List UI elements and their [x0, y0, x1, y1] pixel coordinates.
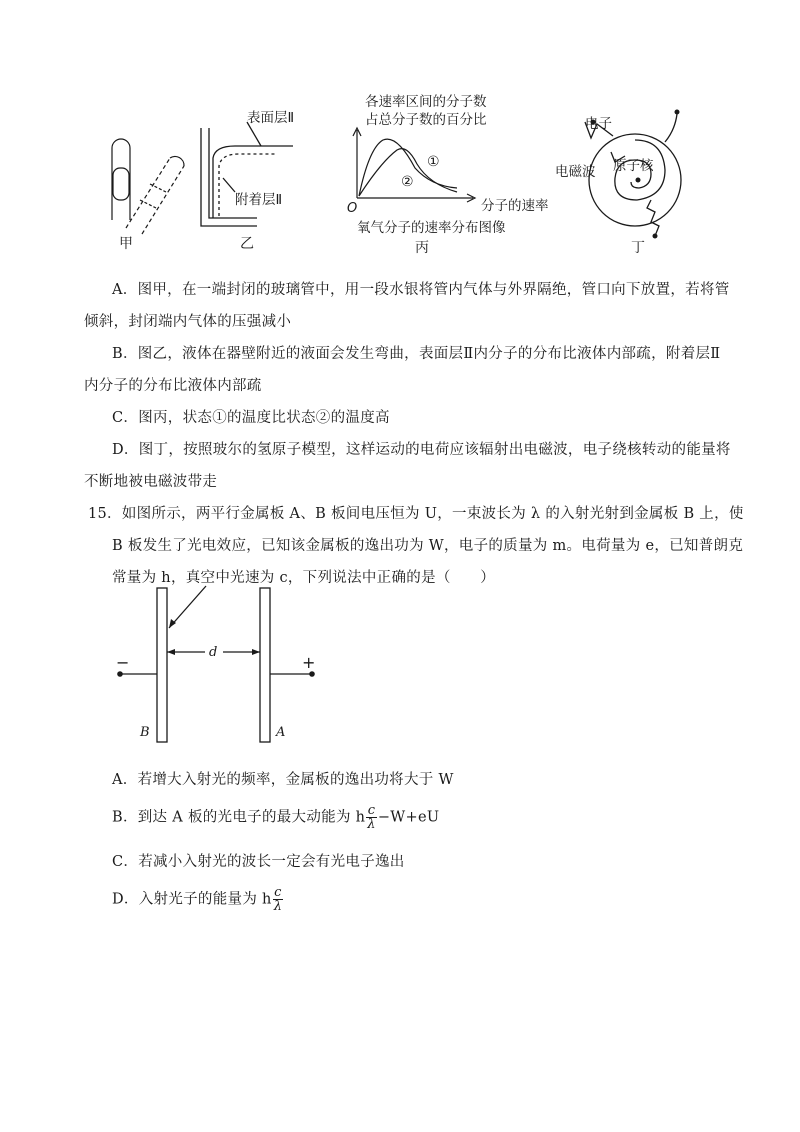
- bing-curve2-label: ②: [401, 174, 414, 190]
- plate-b: [157, 588, 167, 742]
- q14-option-b-line2: 内分子的分布比液体内部疏: [84, 378, 262, 394]
- q14-option-d-line2: 不断地被电磁波带走: [84, 474, 218, 490]
- q14-option-b-line1: B．图乙，液体在器壁附近的液面会发生弯曲，表面层Ⅱ内分子的分布比液体内部疏，附着层Ⅱ: [112, 346, 721, 362]
- figure-jia: [100, 130, 200, 255]
- figure-bing: [345, 88, 565, 258]
- fraction-numerator: c: [367, 803, 376, 818]
- plate-b-label: B: [140, 725, 150, 740]
- caption-yi: 乙: [240, 236, 254, 252]
- caption-jia: 甲: [119, 236, 133, 252]
- q15-stem-line1: 15．如图所示，两平行金属板 A、B 板间电压恒为 U，一束波长为 λ 的入射光射到金属板 B 上，使: [88, 506, 744, 522]
- bing-xlabel: 分子的速率: [481, 198, 549, 214]
- q15-option-b-suffix: −W+eU: [377, 809, 440, 826]
- q15-option-d-prefix: D．入射光子的能量为 h: [112, 891, 272, 908]
- q15-option-a: A．若增大入射光的频率，金属板的逸出功将大于 W: [112, 772, 454, 788]
- bing-ylabel-line2: 占总分子数的百分比: [365, 112, 487, 128]
- figure-ding: [555, 100, 705, 258]
- figure-q15-plates: [108, 582, 328, 747]
- q15-option-b: [112, 804, 439, 831]
- ding-nucleus-label: 原子核: [613, 158, 654, 174]
- q14-option-d-line1: D．图丁，按照玻尔的氢原子模型，这样运动的电荷应该辐射出电磁波，电子绕核转动的能量将: [112, 442, 731, 458]
- plus-terminal: +: [302, 653, 316, 672]
- caption-bing: 丙: [415, 240, 429, 256]
- fraction-c-over-lambda: [366, 804, 377, 831]
- ding-electron-label: 电子: [585, 116, 612, 132]
- plate-a: [260, 588, 270, 742]
- q14-option-a-line1: A．图甲，在一端封闭的玻璃管中，用一段水银将管内气体与外界隔绝，管口向下放置，若将管: [112, 282, 730, 298]
- q14-option-c: C．图丙，状态①的温度比状态②的温度高: [112, 410, 390, 426]
- ding-wave-label: 电磁波: [555, 164, 596, 180]
- label-surface-layer: 表面层Ⅱ: [247, 110, 295, 126]
- fraction-c-over-lambda: [273, 886, 284, 913]
- q15-option-d: [112, 886, 284, 913]
- caption-ding: 丁: [631, 240, 645, 256]
- figure-yi: [195, 108, 325, 258]
- label-attach-layer: 附着层Ⅱ: [235, 192, 283, 208]
- ding-orbit: [589, 134, 681, 226]
- bing-origin: O: [347, 201, 358, 216]
- fraction-numerator: c: [274, 885, 282, 900]
- q15-option-b-prefix: B．到达 A 板的光电子的最大动能为 h: [112, 809, 366, 826]
- incident-light-ray: [169, 586, 206, 628]
- q15-stem-line3: 常量为 h，真空中光速为 c，下列说法中正确的是（ ）: [112, 570, 496, 586]
- q14-option-a-line2: 倾斜，封闭端内气体的压强减小: [84, 314, 292, 330]
- fraction-denominator: λ: [273, 899, 283, 914]
- bing-caption: 氧气分子的速率分布图像: [357, 220, 506, 236]
- distance-label: d: [209, 645, 218, 660]
- bing-curve1-label: ①: [427, 154, 440, 170]
- fraction-denominator: λ: [367, 817, 376, 832]
- bing-ylabel-line1: 各速率区间的分子数: [365, 94, 487, 110]
- q15-stem-line2: B 板发生了光电效应，已知该金属板的逸出功为 W，电子的质量为 m。电荷量为 e，已知普朗克: [112, 538, 744, 554]
- ding-nucleus: [636, 178, 641, 183]
- q15-option-c: C．若减小入射光的波长一定会有光电子逸出: [112, 854, 405, 870]
- minus-terminal: −: [116, 653, 130, 672]
- plate-a-label: A: [276, 725, 286, 740]
